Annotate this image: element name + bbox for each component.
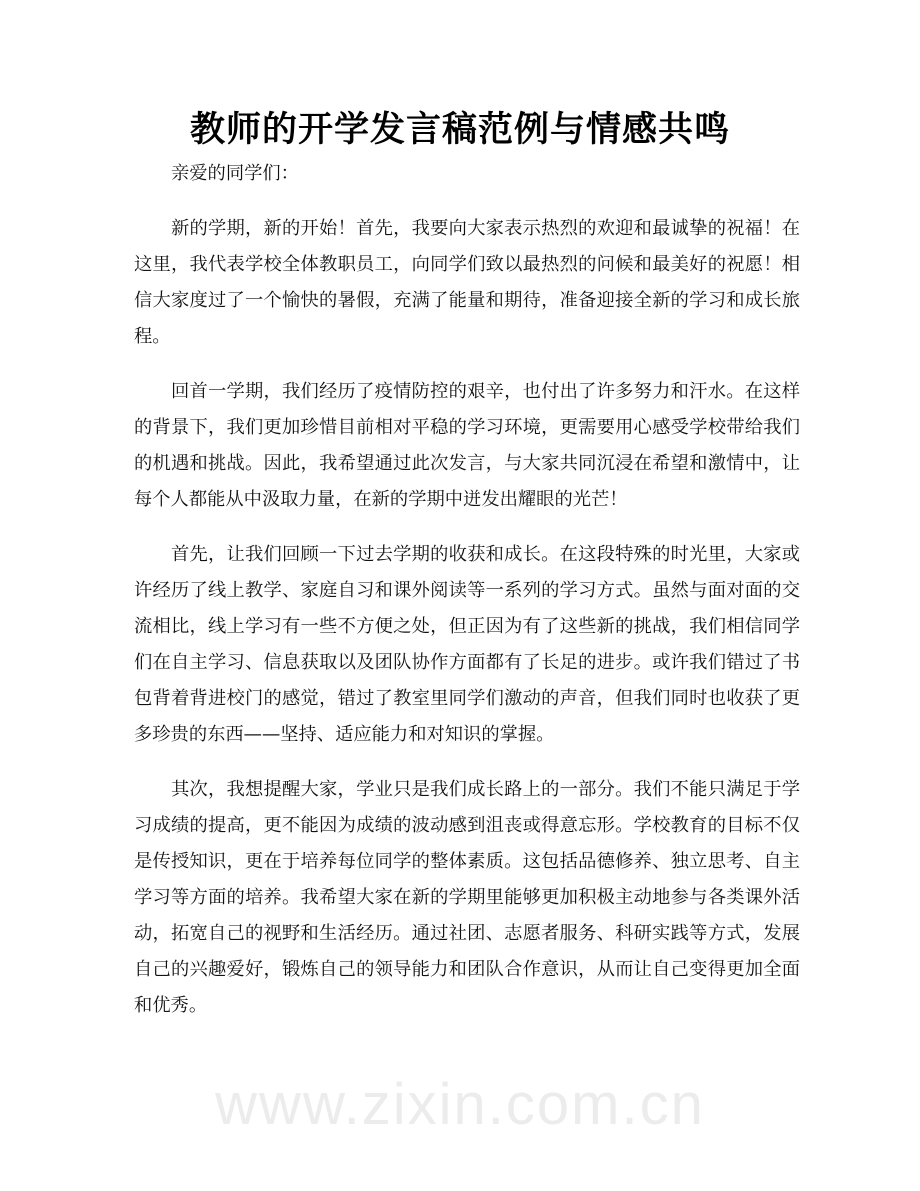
body-paragraph [134, 211, 800, 355]
paragraph-line: 的背景下，我们更加珍惜目前相对平稳的学习环境，更需要用心感受学校带给我们 [134, 417, 800, 438]
paragraph-line: 和优秀。 [134, 995, 208, 1016]
body-paragraph [134, 537, 800, 753]
paragraph-line: 每个人都能从中汲取力量，在新的学期中迸发出耀眼的光芒！ [134, 489, 628, 510]
paragraphs [134, 211, 800, 1024]
paragraph-line: 学习等方面的培养。我希望大家在新的学期里能够更加积极主动地参与各类课外活 [134, 887, 800, 908]
watermark: www.zixin.com.cn [215, 1072, 705, 1137]
paragraph-line: 首先，让我们回顾一下过去学期的收获和成长。在这段特殊的时光里，大家或 [171, 544, 800, 565]
greeting: 亲爱的同学们： [171, 163, 299, 184]
paragraph-line: 习成绩的提高，更不能因为成绩的波动感到沮丧或得意忘形。学校教育的目标不仅 [134, 815, 800, 836]
paragraph-line: 们在自主学习、信息获取以及团队协作方面都有了长足的进步。或许我们错过了书 [134, 652, 800, 673]
paragraph-line: 流相比，线上学习有一些不方便之处，但正因为有了这些新的挑战，我们相信同学 [134, 616, 800, 637]
paragraph-line: 是传授知识，更在于培养每位同学的整体素质。这包括品德修养、独立思考、自主 [134, 851, 800, 872]
paragraph-line: 新的学期，新的开始！首先，我要向大家表示热烈的欢迎和最诚挚的祝福！在 [171, 218, 800, 239]
body-paragraph [134, 374, 800, 518]
paragraph-line: 的机遇和挑战。因此，我希望通过此次发言，与大家共同沉浸在希望和激情中，让 [134, 453, 800, 474]
paragraph-line: 多珍贵的东西——坚持、适应能力和对知识的掌握。 [134, 724, 555, 745]
body-paragraph [134, 772, 800, 1024]
paragraph-line: 自己的兴趣爱好，锻炼自己的领导能力和团队合作意识，从而让自己变得更加全面 [134, 959, 800, 980]
paragraph-line: 程。 [134, 326, 171, 347]
document-title: 教师的开学发言稿范例与情感共鸣 [189, 110, 730, 150]
paragraph-line: 许经历了线上教学、家庭自习和课外阅读等一系列的学习方式。虽然与面对面的交 [134, 580, 800, 601]
paragraph-line: 包背着背进校门的感觉，错过了教室里同学们激动的声音，但我们同时也收获了更 [134, 688, 800, 709]
paragraph-line: 动，拓宽自己的视野和生活经历。通过社团、志愿者服务、科研实践等方式，发展 [134, 923, 800, 944]
paragraph-line: 回首一学期，我们经历了疫情防控的艰辛，也付出了许多努力和汗水。在这样 [171, 381, 800, 402]
paragraph-line: 信大家度过了一个愉快的暑假，充满了能量和期待，准备迎接全新的学习和成长旅 [134, 290, 800, 311]
greeting-paragraph [134, 156, 800, 192]
document-body [134, 156, 800, 1043]
paragraph-line: 其次，我想提醒大家，学业只是我们成长路上的一部分。我们不能只满足于学 [171, 779, 800, 800]
paragraph-line: 这里，我代表学校全体教职员工，向同学们致以最热烈的问候和最美好的祝愿！相 [134, 254, 800, 275]
